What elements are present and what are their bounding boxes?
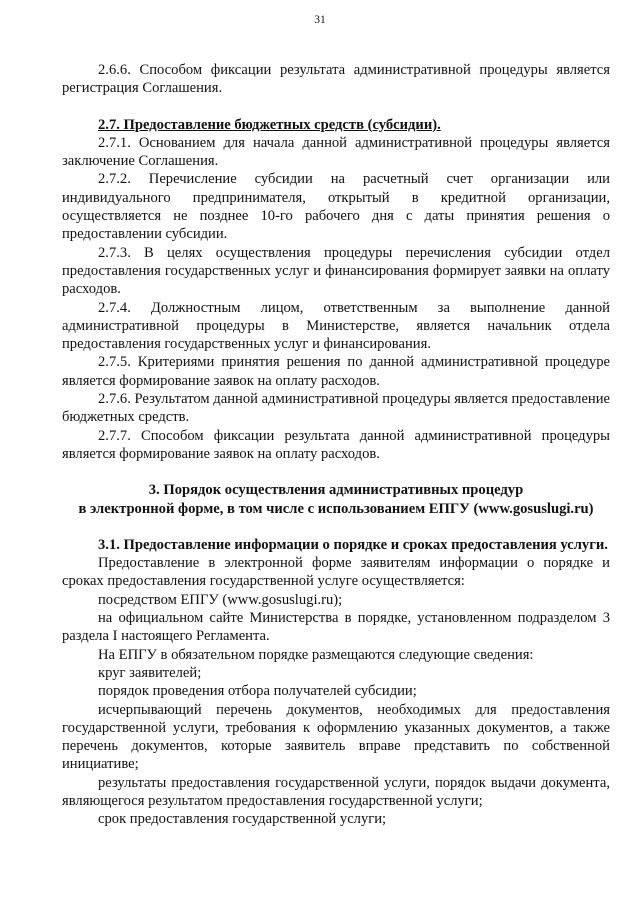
paragraph-2-7-5: 2.7.5. Критериями принятия решения по данной административной процедуре является формирование заявок на оплату расходов.	[62, 354, 610, 389]
section-3-heading-line-2: в электронной форме, в том числе с использованием ЕПГУ (www.gosuslugi.ru)	[78, 500, 594, 517]
paragraph-2-7-7: 2.7.7. Способом фиксации результата данной административной процедуры является формирование заявок на оплату расходов.	[62, 427, 610, 462]
section-3-heading-line-1: 3. Порядок осуществления административных процедур	[148, 482, 524, 499]
paragraph-3-1-selection: порядок проведения отбора получателей субсидии;	[98, 683, 417, 700]
paragraph-2-6-6: 2.6.6. Способом фиксации результата административной процедуры является регистрация Соглашения.	[62, 62, 610, 97]
heading-2-7: 2.7. Предоставление бюджетных средств (субсидии).	[98, 116, 441, 133]
page-content	[62, 61, 610, 829]
paragraph-3-1-intro: Предоставление в электронной форме заявителям информации о порядке и сроках предоставления государственной услуге осуществляется:	[62, 555, 610, 590]
paragraph-3-1-epgu: посредством ЕПГУ (www.gosuslugi.ru);	[98, 591, 343, 608]
paragraph-2-7-6: 2.7.6. Результатом данной административной процедуры является предоставление бюджетных средств.	[62, 391, 611, 426]
paragraph-3-1-documents: исчерпывающий перечень документов, необходимых для предоставления государственной услуги, требования к оформлению указанных документов, а также перечень документов, которые заявитель вправе представить по собственной инициативе;	[62, 701, 610, 773]
paragraph-3-1-epgu-info: На ЕПГУ в обязательном порядке размещаются следующие сведения:	[98, 646, 534, 663]
paragraph-2-7-4: 2.7.4. Должностным лицом, ответственным за выполнение данной административной процедуры в Министерстве, является начальник отдела предоставления государственных услуг и финансирования.	[62, 299, 610, 353]
paragraph-3-1-applicants: круг заявителей;	[98, 664, 202, 681]
page-number: 31	[314, 14, 326, 26]
heading-3-1: 3.1. Предоставление информации о порядке и сроках предоставления услуги.	[98, 536, 608, 553]
paragraph-2-7-2: 2.7.2. Перечисление субсидии на расчетный счет организации или индивидуального предпринимателя, открытый в кредитной организации, осуществляется не позднее 10-го рабочего дня с даты принятия решения о предоставлении субсидии.	[62, 171, 610, 243]
paragraph-3-1-results: результаты предоставления государственной услуги, порядок выдачи документа, являющегося результатом предоставления государственной услуги;	[62, 774, 610, 809]
paragraph-2-7-1: 2.7.1. Основанием для начала данной административной процедуры является заключение Соглашения.	[62, 134, 610, 170]
paragraph-2-7-3: 2.7.3. В целях осуществления процедуры перечисления субсидии отдел предоставления государственных услуг и финансирования формирует заявки на оплату расходов.	[62, 244, 610, 298]
paragraph-3-1-official-site: на официальном сайте Министерства в порядке, установленном подразделом 3 раздела I настоящего Регламента.	[62, 610, 610, 645]
paragraph-3-1-term: срок предоставления государственной услуги;	[98, 811, 387, 828]
